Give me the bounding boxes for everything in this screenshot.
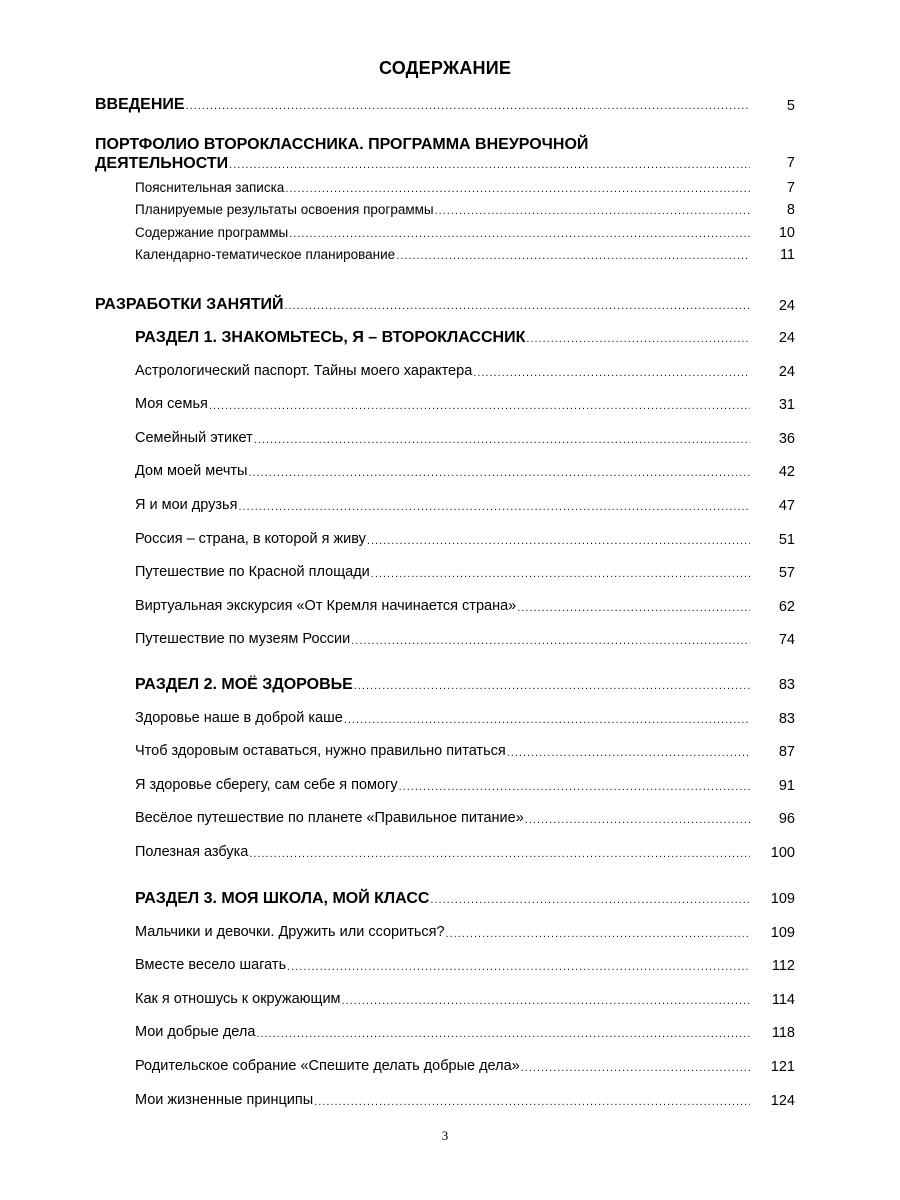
toc-lesson-entry[interactable] [135, 430, 750, 447]
dot-leader [248, 466, 750, 480]
toc-lesson-entry[interactable] [135, 564, 750, 581]
toc-entry-title: Родительское собрание «Спешите делать добрые дела» [135, 1058, 520, 1074]
toc-entry-title: Мальчики и девочки. Дружить или ссориться? [135, 923, 445, 940]
dot-leader [344, 713, 750, 727]
toc-entry-page: 83 [778, 710, 795, 727]
toc-entry-page: 91 [778, 777, 795, 794]
toc-lesson-entry[interactable] [135, 1058, 750, 1075]
toc-entry-title: Весёлое путешествие по планете «Правильное питание» [135, 810, 524, 827]
toc-entry-page: 8 [786, 202, 795, 219]
dot-leader [287, 960, 750, 974]
toc-subentry[interactable] [135, 246, 750, 263]
toc-lesson-entry[interactable] [135, 743, 750, 760]
toc-lesson-entry[interactable] [135, 957, 750, 974]
toc-entry-title: Путешествие по музеям России [135, 631, 351, 648]
toc-section-section2[interactable] [135, 676, 750, 693]
dot-leader [371, 567, 750, 581]
toc-entry-title: Пояснительная записка [135, 180, 285, 195]
dot-leader [209, 399, 750, 413]
toc-entry-portfolio[interactable] [95, 155, 750, 172]
toc-lesson-entry[interactable] [135, 844, 750, 861]
toc-entry-title: РАЗРАБОТКИ ЗАНЯТИЙ [95, 296, 284, 313]
toc-entry-title: Мои добрые дела [135, 1024, 256, 1041]
toc-entry-lessons[interactable] [95, 296, 750, 313]
toc-entry-title: ДЕЯТЕЛЬНОСТИ [95, 155, 229, 172]
toc-lesson-entry[interactable] [135, 497, 750, 514]
dot-leader [351, 634, 750, 648]
dot-leader [285, 299, 751, 313]
toc-entry-title: РАЗДЕЛ 1. ЗНАКОМЬТЕСЬ, Я – ВТОРОКЛАССНИК [135, 329, 526, 346]
toc-lesson-entry[interactable] [135, 1092, 750, 1109]
toc-entry-title: ВВЕДЕНИЕ [95, 96, 185, 113]
toc-lesson-entry[interactable] [135, 1024, 750, 1041]
toc-entry-page: 124 [770, 1092, 795, 1109]
toc-entry-page: 24 [778, 363, 795, 380]
dot-leader [367, 534, 750, 548]
toc-lesson-entry[interactable] [135, 924, 750, 941]
toc-entry-title: Содержание программы [135, 224, 289, 240]
toc-lesson-entry[interactable] [135, 598, 750, 615]
toc-entry-page: 42 [778, 464, 795, 481]
toc-entry-title: Как я отношусь к окружающим [135, 990, 341, 1007]
toc-entry-page: 109 [770, 924, 795, 941]
toc-entry-title: Календарно-тематическое планирование [135, 246, 396, 262]
toc-entry-page: 118 [771, 1025, 795, 1042]
toc-entry-page: 47 [778, 498, 795, 514]
toc-lesson-entry[interactable] [135, 710, 750, 727]
toc-entry-title: Чтоб здоровым оставаться, нужно правильно питаться [135, 743, 506, 760]
toc-entry-title: Путешествие по Красной площади [135, 564, 370, 581]
toc-entry-page: 114 [771, 991, 795, 1008]
toc-entry-title: Моя семья [135, 396, 208, 413]
dot-leader [186, 99, 750, 113]
toc-entry-title: Я и мои друзья [135, 497, 238, 513]
dot-leader [285, 182, 750, 196]
toc-entry-page: 87 [778, 744, 795, 761]
dot-leader [517, 601, 750, 615]
dot-leader [314, 1095, 750, 1109]
toc-lesson-entry[interactable] [135, 463, 750, 480]
toc-entry-page: 121 [770, 1059, 795, 1075]
dot-leader [507, 746, 750, 760]
dot-leader [238, 500, 750, 514]
toc-entry-title: Дом моей мечты [135, 463, 248, 480]
toc-lesson-entry[interactable] [135, 991, 750, 1008]
toc-entry-page: 24 [778, 298, 795, 314]
toc-entry-title: Семейный этикет [135, 429, 253, 446]
page-title: СОДЕРЖАНИЕ [378, 58, 512, 78]
toc-entry-page: 100 [770, 845, 795, 861]
toc-entry-title: РАЗДЕЛ 3. МОЯ ШКОЛА, МОЙ КЛАСС [135, 890, 430, 907]
dot-leader [473, 366, 750, 380]
toc-entry-title: Здоровье наше в доброй каше [135, 709, 343, 726]
toc-entry-title: Астрологический паспорт. Тайны моего характера [135, 362, 473, 379]
toc-entry-page: 112 [771, 958, 795, 975]
toc-entry-page: 74 [778, 632, 795, 649]
dot-leader [435, 204, 750, 218]
toc-entry-page: 96 [778, 811, 795, 828]
dot-leader [396, 249, 750, 263]
dot-leader [256, 1027, 750, 1041]
toc-entry-page: 7 [786, 180, 795, 196]
dot-leader [430, 893, 750, 907]
toc-lesson-entry[interactable] [135, 810, 750, 827]
toc-section-section3[interactable] [135, 890, 750, 907]
toc-entry-page: 51 [778, 531, 795, 548]
toc-entry-page: 11 [779, 246, 795, 263]
dot-leader [229, 158, 750, 172]
toc-entry-title: Россия – страна, в которой я живу [135, 530, 366, 547]
toc-section-section1[interactable] [135, 329, 750, 346]
toc-entry-intro[interactable] [95, 96, 750, 113]
toc-entry-title: Вместе весело шагать [135, 957, 287, 974]
toc-entry-page: 5 [786, 98, 795, 114]
toc-entry-title: Планируемые результаты освоения программы [135, 202, 434, 218]
dot-leader [254, 433, 750, 447]
toc-lesson-entry[interactable] [135, 531, 750, 548]
dot-leader [446, 927, 750, 941]
toc-lesson-entry[interactable] [135, 396, 750, 413]
toc-entry-title: РАЗДЕЛ 2. МОЁ ЗДОРОВЬЕ [135, 676, 353, 693]
dot-leader [289, 227, 750, 241]
toc-lesson-entry[interactable] [135, 363, 750, 380]
toc-subentry[interactable] [135, 201, 750, 218]
toc-lesson-entry[interactable] [135, 631, 750, 648]
dot-leader [399, 780, 750, 794]
dot-leader [526, 332, 750, 346]
dot-leader [342, 994, 750, 1008]
toc-entry-page: 57 [778, 565, 795, 582]
toc-entry-page: 109 [770, 891, 795, 907]
toc-entry-page: 62 [778, 598, 795, 615]
toc-lesson-entry[interactable] [135, 777, 750, 794]
toc-entry-title: Виртуальная экскурсия «От Кремля начинается страна» [135, 597, 517, 614]
toc-entry-portfolio-line1: ПОРТФОЛИО ВТОРОКЛАССНИКА. ПРОГРАММА ВНЕУРОЧНОЙ [95, 136, 589, 153]
toc-entry-title: Мои жизненные принципы [135, 1091, 314, 1108]
dot-leader [521, 1061, 750, 1075]
toc-entry-page: 31 [778, 397, 795, 414]
toc-subentry[interactable] [135, 179, 750, 196]
dot-leader [249, 847, 750, 861]
toc-entry-page: 36 [778, 430, 795, 447]
toc-entry-title: Полезная азбука [135, 844, 249, 860]
toc-entry-page: 83 [778, 677, 795, 693]
dot-leader [525, 813, 750, 827]
toc-entry-page: 7 [786, 155, 795, 171]
toc-entry-page: 24 [778, 330, 795, 346]
dot-leader [354, 679, 750, 693]
toc-entry-title: Я здоровье сберегу, сам себе я помогу [135, 776, 398, 793]
page-number: 3 [441, 1128, 449, 1143]
toc-entry-page: 10 [778, 224, 795, 241]
toc-subentry[interactable] [135, 224, 750, 241]
